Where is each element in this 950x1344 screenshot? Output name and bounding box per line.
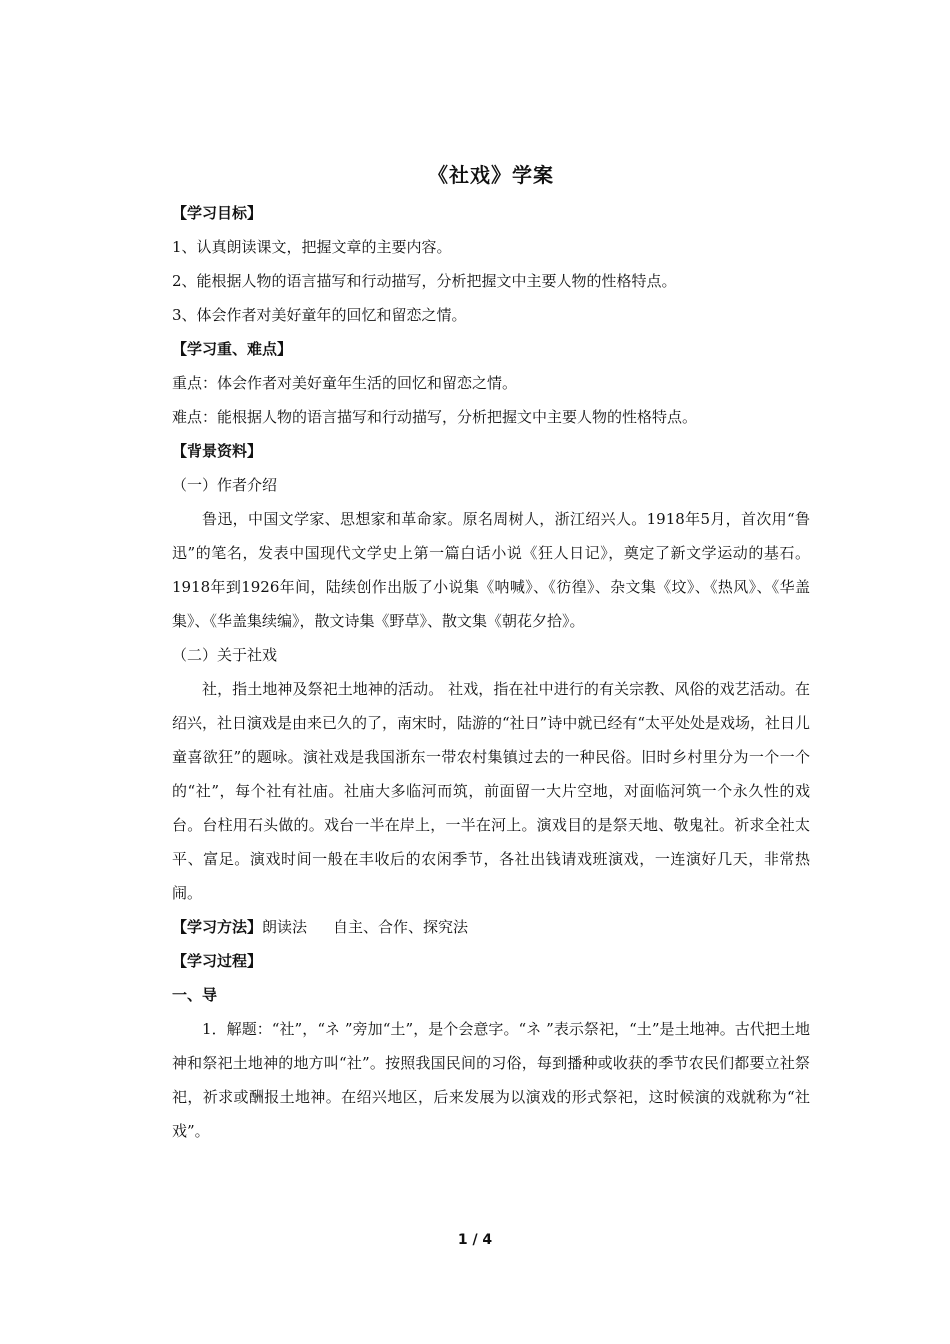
about-paragraph: 社，指土地神及祭祀土地神的活动。 社戏，指在社中进行的有关宗教、风俗的戏艺活动。在绍兴，社日演戏是由来已久的了，南宋时，陆游的“社日”诗中就已经有“太平处处是戏场，社日儿童喜欲狂”的题咏。演社戏是我国浙东一带农村集镇过去的一种民俗。旧时乡村里分为一个一个的“社”，每个社有社庙。社庙大多临河而筑，前面留一大片空地，对面临河筑一个永久性的戏台。台柱用石头做的。戏台一半在岸上，一半在河上。演戏目的是祭天地、敬鬼社。祈求全社太平、富足。演戏时间一般在丰收后的农闲季节，各社出钱请戏班演戏，一连演好几天，非常热闹。: [172, 680, 811, 902]
process-heading: 【学习过程】: [172, 952, 263, 970]
about-subheading: （二）关于社戏: [172, 646, 278, 664]
goal-item-3: 3、体会作者对美好童年的回忆和留恋之情。: [172, 306, 467, 324]
difficult-point: 难点：能根据人物的语言描写和行动描写，分析把握文中主要人物的性格特点。: [172, 408, 698, 426]
key-difficult-heading: 【学习重、难点】: [172, 340, 293, 358]
page-number: 1 / 4: [457, 1232, 493, 1248]
document-title: 《社戏》学案: [428, 163, 554, 187]
method-item-inquiry: 自主、合作、探究法: [333, 918, 469, 936]
goals-heading: 【学习目标】: [172, 204, 263, 222]
method-item-reading: 朗读法: [262, 918, 308, 936]
document-body: [172, 162, 810, 1148]
background-heading: 【背景资料】: [172, 442, 263, 460]
part-one-heading: 一、导: [172, 986, 218, 1004]
author-subheading: （一）作者介绍: [172, 476, 278, 494]
key-point: 重点：体会作者对美好童年生活的回忆和留恋之情。: [172, 374, 518, 392]
part-one-paragraph: 1．解题：“社”，“ネ ”旁加“土”，是个会意字。“ネ ”表示祭祀，“土”是土地神。古代把土地神和祭祀土地神的地方叫“社”。按照我国民间的习俗，每到播种或收获的季节农民们都要立社祭祀，祈求或酬报土地神。在绍兴地区，后来发展为以演戏的形式祭祀，这时候演的戏就称为“社戏”。: [172, 1020, 810, 1140]
goal-item-1: 1、认真朗读课文，把握文章的主要内容。: [172, 238, 452, 256]
goal-item-2: 2、能根据人物的语言描写和行动描写，分析把握文中主要人物的性格特点。: [172, 272, 677, 290]
method-line: [172, 910, 810, 944]
author-paragraph: 鲁迅，中国文学家、思想家和革命家。原名周树人，浙江绍兴人。1918年5月，首次用“鲁迅”的笔名，发表中国现代文学史上第一篇白话小说《狂人日记》，奠定了新文学运动的基石。1918年到1926年间，陆续创作出版了小说集《呐喊》、《彷徨》、杂文集《坟》、《热风》、《华盖集》、《华盖集续编》，散文诗集《野草》、散文集《朝花夕拾》。: [172, 510, 810, 630]
method-heading: 【学习方法】: [172, 918, 263, 936]
